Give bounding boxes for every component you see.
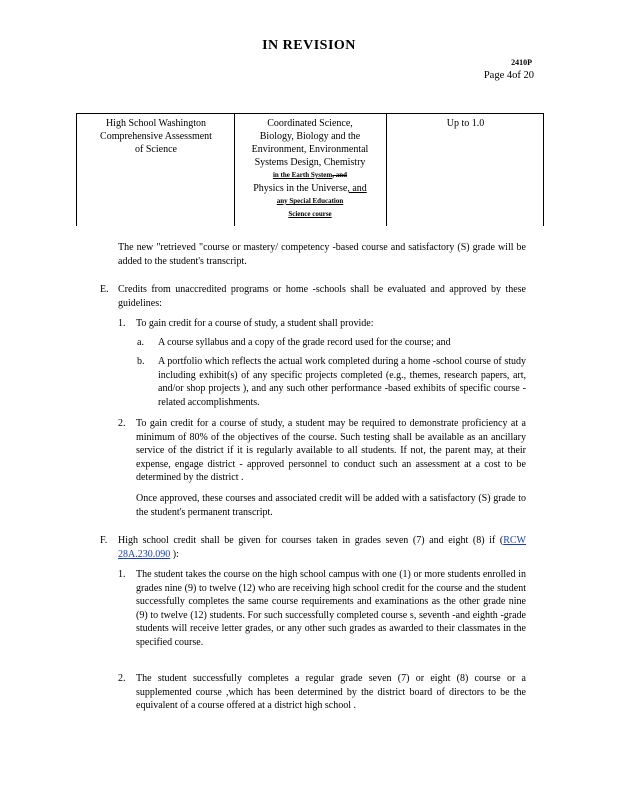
e-item-1a-text: A course syllabus and a copy of the grade record used for the course; and [158,337,451,348]
section-f-lead-text: High school credit shall be given for courses taken in grades seven (7) and eight (8) if ( [118,535,504,546]
page-title: IN REVISION [262,38,356,53]
cell-line: Comprehensive Assessment [100,131,212,142]
table-divider-1 [234,114,235,226]
e-item-1b-text: A portfolio which reflects the actual work completed during a home -school course of study including exhibit(s) of any specific projects completed (e.g., themes, research papers, art, and/or shop projects ), and any such other performance -based exhibits of specific course - related accomplishments. [158,356,526,408]
section-e-label: E. [100,284,109,295]
table-border-left [76,114,77,226]
f-item-1-label: 1. [118,569,126,580]
cell-line: Coordinated Science, [267,118,353,129]
section-f-text [118,534,526,561]
physics-text: Physics in the Universe [253,183,348,194]
table-cell-courses [236,117,384,221]
cell-line-small: Science course [288,210,332,218]
section-f-trailing-text: ): [170,548,179,560]
page-number: Page 4of 20 [483,70,534,81]
table-border-right [543,114,544,226]
added-and-text: , and [347,183,367,194]
cell-line-small: any Special Education [276,197,344,205]
section-e-text: Credits from unaccredited programs or home -schools shall be evaluated and approved by these guidelines: [118,284,526,309]
e-item-2-text: To gain credit for a course of study, a student may be required to demonstrate proficiency at a minimum of 80% of the objectives of the course. Such testing shall be available as an ancillary service of the district if it is regularly available to all students. If not, the parent may, at their expense, engage district - approved personnel to conduct such an assessment at a cost to be determined by the district . [136,418,526,483]
e-item-2-label: 2. [118,418,126,429]
e-item-1-label: 1. [118,318,126,329]
intro-paragraph: The new "retrieved "course or mastery/ competency -based course and satisfactory (S) grade will be added to the student's transcript. [118,242,526,267]
f-item-1-text: The student takes the course on the high school campus with one (1) or more students enrolled in grades nine (9) to twelve (12) who are receiving high school credit for the course and the student successfully completes the same course requirements and examinations as the other grade nine (9) to twelve (12) students. For such successfully completed course s, seventh -and eighth -grade students will receive letter grades, or any other such grades as awarded to their classmates in the specified course. [136,569,526,648]
document-number: 2410P [511,58,532,67]
table-divider-2 [386,114,387,226]
cell-line: of Science [135,144,177,155]
cell-line-small [236,169,384,182]
e-item-1-text: To gain credit for a course of study, a student shall provide: [136,318,374,329]
table-cell-credit: Up to 1.0 [446,118,485,129]
earth-system-text: in the Earth System [272,171,333,179]
f-item-2-text: The student successfully completes a regular grade seven (7) or eight (8) course or a supplemented course ,which has been determined by the district board of directors to be the equivalent of a course offered at a district high school . [136,673,526,711]
f-item-2-label: 2. [118,673,126,684]
cell-line: Environment, Environmental [251,144,369,155]
rcw-link[interactable]: RCW 28A.230.090 [118,535,526,560]
credit-table [76,113,544,226]
cell-line [236,182,384,195]
e-item-1a-label: a. [137,337,144,348]
e-item-2-approval-text: Once approved, these courses and associated credit will be added with a satisfactory (S) grade to the student's permanent transcript. [136,493,526,518]
cell-line: Biology, Biology and the [259,131,361,142]
section-f-label: F. [100,535,108,546]
cell-line: Systems Design, Chemistry [254,157,366,168]
cell-line: High School Washington [105,118,207,129]
table-cell-assessment [78,117,234,156]
e-item-1b-label: b. [137,356,145,367]
struck-and-text: , and [332,171,348,179]
